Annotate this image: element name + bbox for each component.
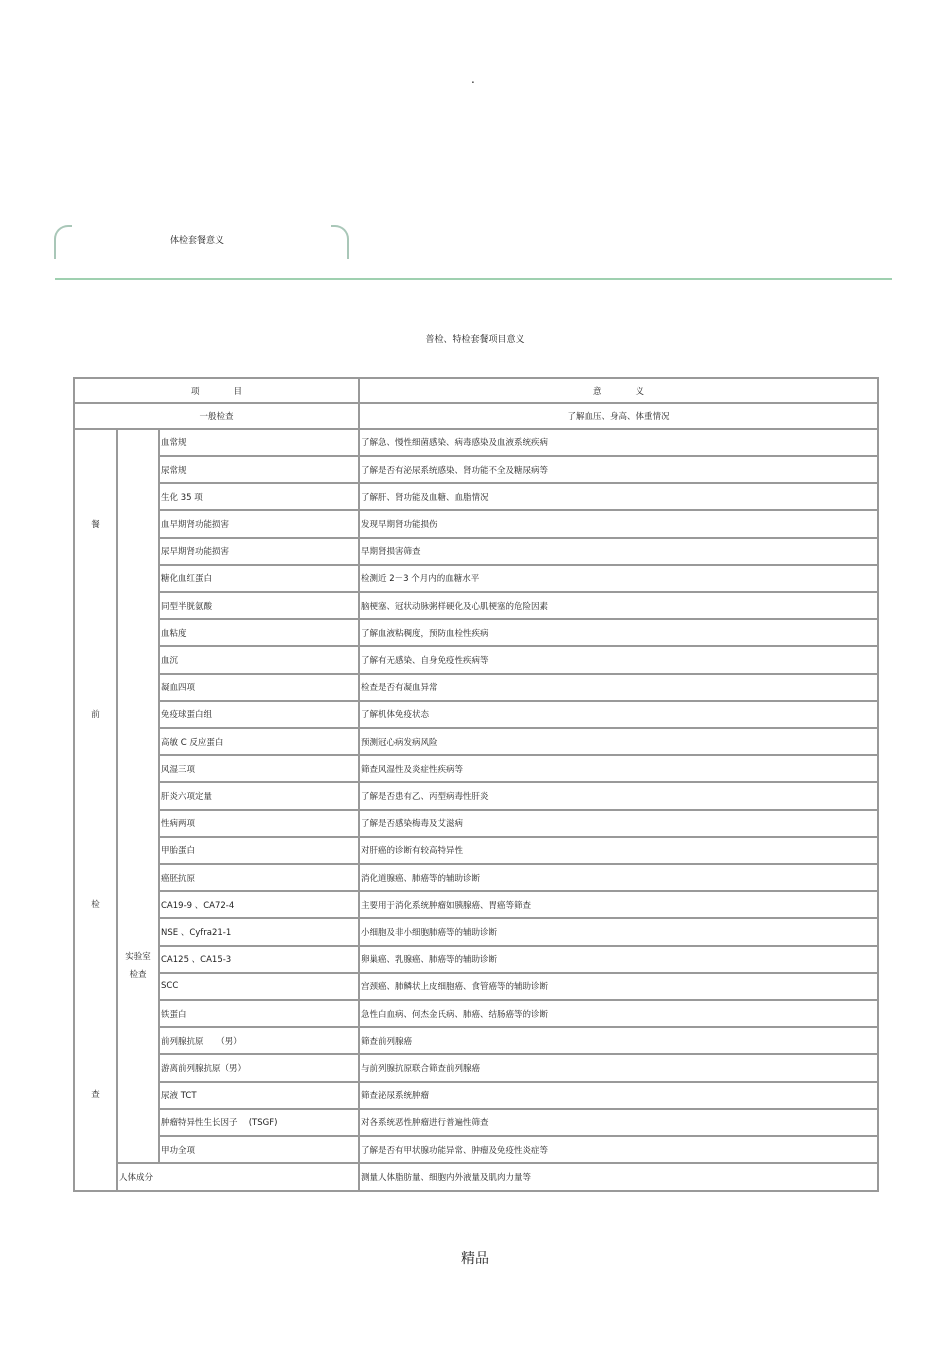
item-name: CA125 、CA15-3 [159, 946, 359, 973]
item-name: 甲胎蛋白 [159, 837, 359, 864]
item-name: 血早期肾功能损害 [159, 510, 359, 537]
item-meaning: 了解有无感染、自身免疫性疾病等 [359, 646, 878, 673]
table-row [74, 538, 878, 565]
item-name: 生化 35 项 [159, 483, 359, 510]
item-meaning: 发现早期肾功能损伤 [359, 510, 878, 537]
table-row [74, 728, 878, 755]
table-row [74, 646, 878, 673]
item-name: 前列腺抗原 （男） [159, 1027, 359, 1054]
table-row [74, 1000, 878, 1027]
item-meaning: 早期肾损害筛查 [359, 538, 878, 565]
table-row [74, 755, 878, 782]
header-item: 项 目 [74, 378, 359, 403]
item-name: 甲功全项 [159, 1136, 359, 1163]
table-row [74, 864, 878, 891]
table-row [74, 456, 878, 483]
table-row [74, 946, 878, 973]
item-meaning: 筛查泌尿系统肿瘤 [359, 1082, 878, 1109]
table-row [74, 483, 878, 510]
item-name: 血粘度 [159, 619, 359, 646]
item-meaning: 预测冠心病发病风险 [359, 728, 878, 755]
item-meaning: 主要用于消化系统肿瘤如胰腺癌、胃癌等筛查 [359, 891, 878, 918]
header-meaning: 意 义 [359, 378, 878, 403]
table-row [74, 782, 878, 809]
group-label-char: 餐 [91, 519, 100, 530]
page-header-title: 体检套餐意义 [170, 236, 225, 246]
header-tab-right-decoration [331, 225, 349, 259]
table-row [74, 701, 878, 728]
item-meaning: 测量人体脂肪量、细胞内外液量及肌肉力量等 [359, 1163, 878, 1191]
item-name: 癌胚抗原 [159, 864, 359, 891]
item-meaning: 脑梗塞、冠状动脉粥样硬化及心肌梗塞的危险因素 [359, 592, 878, 619]
item-name: 游离前列腺抗原（男） [159, 1054, 359, 1081]
table-row [74, 674, 878, 701]
item-meaning: 了解是否患有乙、丙型病毒性肝炎 [359, 782, 878, 809]
item-name: 糖化血红蛋白 [159, 565, 359, 592]
item-name: 同型半胱氨酸 [159, 592, 359, 619]
item-meaning: 与前列腺抗原联合筛查前列腺癌 [359, 1054, 878, 1081]
item-name: 凝血四项 [159, 674, 359, 701]
item-meaning: 筛查风湿性及炎症性疾病等 [359, 755, 878, 782]
table-row [74, 810, 878, 837]
table-title: 普检、特检套餐项目意义 [425, 335, 525, 345]
header-divider [55, 278, 892, 280]
table-row [74, 1082, 878, 1109]
table-row [74, 565, 878, 592]
item-meaning: 了解血液粘稠度，预防血栓性疾病 [359, 619, 878, 646]
item-meaning: 了解是否有泌尿系统感染、肾功能不全及糖尿病等 [359, 456, 878, 483]
table-row [74, 592, 878, 619]
item-meaning: 卵巢癌、乳腺癌、肺癌等的辅助诊断 [359, 946, 878, 973]
item-meaning: 了解是否有甲状腺功能异常、肿瘤及免疫性炎症等 [359, 1136, 878, 1163]
item-name: CA19-9 、CA72-4 [159, 891, 359, 918]
item-name: 性病两项 [159, 810, 359, 837]
footer-text: 精品 [461, 1251, 489, 1267]
table-row [74, 619, 878, 646]
item-name: 尿常规 [159, 456, 359, 483]
item-meaning: 急性白血病、何杰金氏病、肺癌、结肠癌等的诊断 [359, 1000, 878, 1027]
item-meaning: 对各系统恶性肿瘤进行普遍性筛查 [359, 1109, 878, 1136]
item-name: 尿早期肾功能损害 [159, 538, 359, 565]
table-row [74, 429, 878, 456]
checkup-items-table [73, 377, 879, 1192]
item-name: 免疫球蛋白组 [159, 701, 359, 728]
group-label-char: 查 [91, 1089, 100, 1100]
table-row [74, 1054, 878, 1081]
table-row [74, 1109, 878, 1136]
table-row [74, 918, 878, 945]
table-row [74, 1027, 878, 1054]
table-row [74, 1163, 878, 1191]
item-meaning: 了解肝、肾功能及血糖、血脂情况 [359, 483, 878, 510]
general-check-meaning: 了解血压、身高、体重情况 [359, 403, 878, 428]
item-name: 血常规 [159, 429, 359, 456]
lab-check-label [117, 429, 159, 1163]
item-meaning: 了解急、慢性细菌感染、病毒感染及血液系统疾病 [359, 429, 878, 456]
table-row [74, 837, 878, 864]
item-meaning: 小细胞及非小细胞肺癌等的辅助诊断 [359, 918, 878, 945]
general-check-label: 一般检查 [74, 403, 359, 428]
item-meaning: 检查是否有凝血异常 [359, 674, 878, 701]
table-row [74, 973, 878, 1000]
table-header-row [74, 378, 878, 403]
item-name: 尿液 TCT [159, 1082, 359, 1109]
item-name: SCC [159, 973, 359, 1000]
lab-check-label-line: 实验室 [125, 951, 151, 962]
item-name: 铁蛋白 [159, 1000, 359, 1027]
item-name: 风湿三项 [159, 755, 359, 782]
group-label-char: 前 [91, 709, 100, 720]
table-row [74, 403, 878, 428]
item-meaning: 了解机体免疫状态 [359, 701, 878, 728]
group-label [74, 429, 117, 1191]
item-meaning: 对肝癌的诊断有较高特异性 [359, 837, 878, 864]
top-mark: . [471, 72, 475, 86]
item-meaning: 了解是否感染梅毒及艾滋病 [359, 810, 878, 837]
item-name: 人体成分 [117, 1163, 359, 1191]
item-name: 血沉 [159, 646, 359, 673]
table-row [74, 1136, 878, 1163]
item-meaning: 筛查前列腺癌 [359, 1027, 878, 1054]
item-name: 肝炎六项定量 [159, 782, 359, 809]
header-tab-left-decoration [54, 225, 72, 259]
item-meaning: 检测近 2－3 个月内的血糖水平 [359, 565, 878, 592]
item-name: NSE 、Cyfra21-1 [159, 918, 359, 945]
item-meaning: 宫颈癌、肺鳞状上皮细胞癌、食管癌等的辅助诊断 [359, 973, 878, 1000]
group-label-char: 检 [91, 899, 100, 910]
lab-check-label-line: 检查 [129, 970, 147, 981]
item-name: 高敏 C 反应蛋白 [159, 728, 359, 755]
item-meaning: 消化道腺癌、肺癌等的辅助诊断 [359, 864, 878, 891]
item-name: 肿瘤特异性生长因子 (TSGF) [159, 1109, 359, 1136]
table-row [74, 510, 878, 537]
table-row [74, 891, 878, 918]
